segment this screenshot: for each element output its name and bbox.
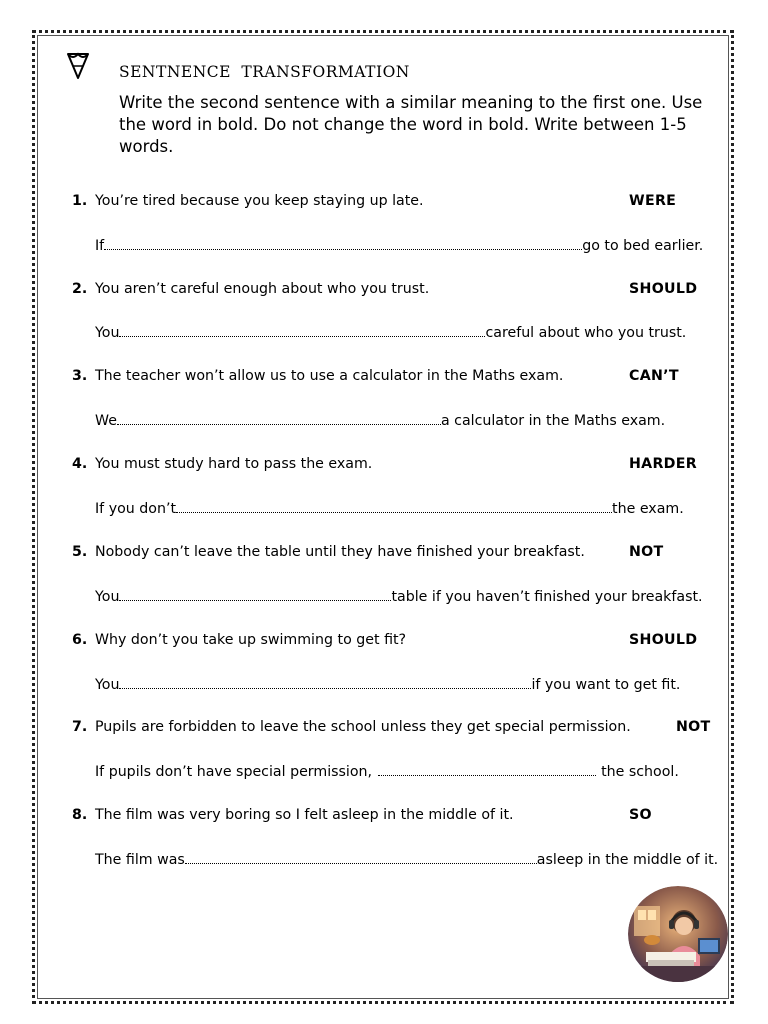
instructions: Write the second sentence with a similar meaning to the first one. Use the word in bold. Do not change the word in bold. Write between 1-5 words. xyxy=(119,93,703,156)
question-keyword: SO xyxy=(629,807,652,823)
answer-end: if you want to get fit. xyxy=(531,677,681,693)
answer-start: If pupils don’t have special permission, xyxy=(95,764,373,780)
answer-line-4 xyxy=(95,500,684,520)
answer-start: The film was xyxy=(95,852,185,868)
question-sentence: You aren’t careful enough about who you trust. xyxy=(95,281,430,297)
answer-end: asleep in the middle of it. xyxy=(536,852,719,868)
question-number: 8. xyxy=(72,807,88,823)
question-number: 4. xyxy=(72,456,88,472)
answer-end: the exam. xyxy=(612,501,684,517)
answer-line-1 xyxy=(95,237,703,257)
answer-end: careful about who you trust. xyxy=(485,325,687,341)
answer-line-5 xyxy=(95,588,703,608)
question-sentence: You’re tired because you keep staying up late. xyxy=(95,193,424,209)
answer-blank[interactable] xyxy=(119,324,485,337)
student-avatar-icon xyxy=(628,886,728,982)
answer-start: If xyxy=(95,238,105,254)
answer-blank[interactable] xyxy=(117,412,441,425)
question-6 xyxy=(72,632,732,652)
answer-end: the school. xyxy=(601,764,679,780)
pencil-icon xyxy=(64,50,92,82)
question-sentence: You must study hard to pass the exam. xyxy=(95,456,373,472)
question-sentence: Pupils are forbidden to leave the school unless they get special permission. xyxy=(95,719,631,735)
answer-line-3 xyxy=(95,412,665,432)
question-sentence: The teacher won’t allow us to use a calculator in the Maths exam. xyxy=(95,368,564,384)
answer-line-8 xyxy=(95,851,718,871)
question-keyword: HARDER xyxy=(629,456,697,472)
answer-line-2 xyxy=(95,324,686,344)
answer-start: If you don’t xyxy=(95,501,177,517)
answer-line-7 xyxy=(95,763,679,783)
answer-blank[interactable] xyxy=(119,676,531,689)
question-keyword: SHOULD xyxy=(629,281,698,297)
answer-blank[interactable] xyxy=(104,237,582,250)
question-number: 6. xyxy=(72,632,88,648)
question-keyword: NOT xyxy=(676,719,711,735)
question-7 xyxy=(72,719,732,739)
answer-end: go to bed earlier. xyxy=(582,238,704,254)
answer-blank[interactable] xyxy=(185,851,537,864)
question-3 xyxy=(72,368,732,388)
answer-line-6 xyxy=(95,676,680,696)
question-4 xyxy=(72,456,732,476)
question-8 xyxy=(72,807,732,827)
question-number: 5. xyxy=(72,544,88,560)
question-number: 7. xyxy=(72,719,88,735)
answer-start: We xyxy=(95,413,117,429)
question-keyword: SHOULD xyxy=(629,632,698,648)
question-keyword: NOT xyxy=(629,544,664,560)
question-number: 3. xyxy=(72,368,88,384)
worksheet-title: SENTNENCE TRANSFORMATION xyxy=(119,63,410,81)
answer-start: You xyxy=(95,589,120,605)
question-2 xyxy=(72,281,732,301)
answer-end: a calculator in the Maths exam. xyxy=(440,413,666,429)
question-number: 2. xyxy=(72,281,88,297)
question-number: 1. xyxy=(72,193,88,209)
question-keyword: CAN’T xyxy=(629,368,679,384)
question-sentence: Why don’t you take up swimming to get fit? xyxy=(95,632,407,648)
answer-blank[interactable] xyxy=(176,500,612,513)
question-sentence: The film was very boring so I felt asleep in the middle of it. xyxy=(95,807,514,823)
answer-end: table if you haven’t finished your breakfast. xyxy=(391,589,703,605)
answer-start: You xyxy=(95,677,120,693)
question-sentence: Nobody can’t leave the table until they have finished your breakfast. xyxy=(95,544,585,560)
answer-blank[interactable] xyxy=(378,763,596,776)
answer-blank[interactable] xyxy=(119,588,391,601)
answer-start: You xyxy=(95,325,120,341)
question-5 xyxy=(72,544,732,564)
question-keyword: WERE xyxy=(629,193,677,209)
question-1 xyxy=(72,193,732,213)
